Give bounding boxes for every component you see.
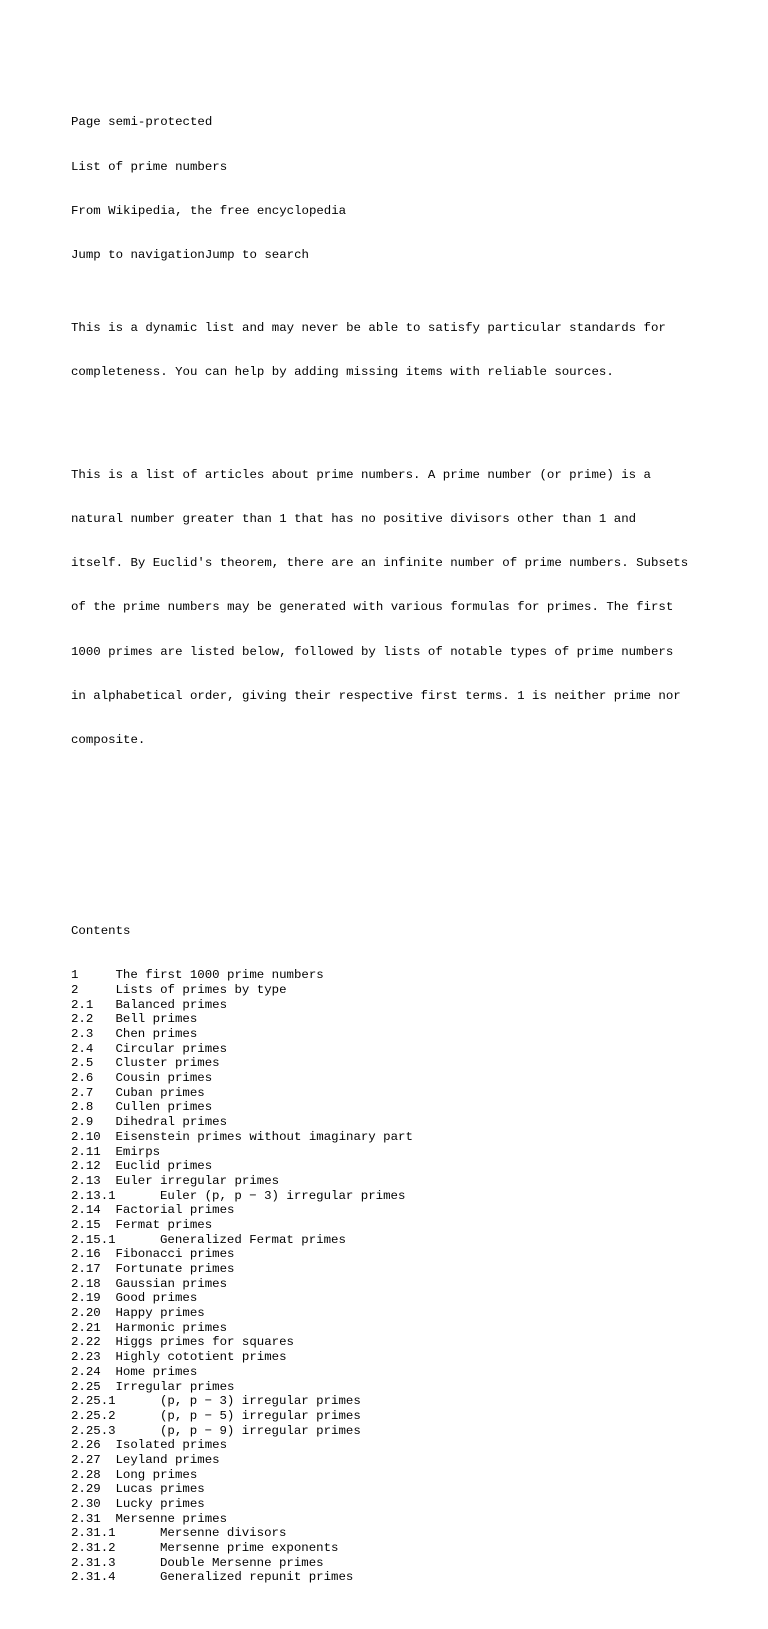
toc-item-number: 2.25.3 xyxy=(71,1423,116,1438)
toc-item[interactable] xyxy=(71,1086,731,1101)
toc-item-number: 2.9 xyxy=(71,1115,94,1130)
toc-item-number: 2.6 xyxy=(71,1071,94,1086)
intro-line: itself. By Euclid's theorem, there are an infinite number of prime numbers. Subsets xyxy=(71,556,689,571)
toc-item-number: 2.2 xyxy=(71,1012,94,1027)
toc-item-number: 2.23 xyxy=(71,1350,101,1365)
toc-item[interactable] xyxy=(71,1380,731,1395)
toc-item-label[interactable]: Double Mersenne primes xyxy=(160,1555,324,1570)
toc-item[interactable] xyxy=(71,1203,731,1218)
toc-item[interactable] xyxy=(71,1042,731,1057)
toc-item[interactable] xyxy=(71,998,731,1013)
toc-item-number: 2.26 xyxy=(71,1438,101,1453)
toc-item-number: 2 xyxy=(71,982,79,997)
toc-item[interactable] xyxy=(71,1071,731,1086)
toc-item-label[interactable]: Cuban primes xyxy=(115,1085,205,1100)
toc-item-label[interactable]: Cousin primes xyxy=(115,1071,213,1086)
intro-line: composite. xyxy=(71,732,146,747)
notice-line: This is a dynamic list and may never be able to satisfy particular standards for xyxy=(71,321,666,336)
toc-item-number: 2.24 xyxy=(71,1364,101,1379)
toc-item-label[interactable]: Circular primes xyxy=(115,1041,228,1056)
toc-item[interactable] xyxy=(71,1335,731,1350)
source-tagline: From Wikipedia, the free encyclopedia xyxy=(71,203,347,218)
toc-item-label[interactable]: The first 1000 prime numbers xyxy=(115,968,324,983)
toc-item-label[interactable]: Euler irregular primes xyxy=(115,1173,280,1188)
page-title: List of prime numbers xyxy=(71,159,228,174)
toc-item-label[interactable]: Harmonic primes xyxy=(115,1320,228,1335)
toc-item[interactable] xyxy=(71,1482,731,1497)
toc-item[interactable] xyxy=(71,1350,731,1365)
toc-item-label[interactable]: Generalized repunit primes xyxy=(160,1570,354,1585)
toc-item-label[interactable]: Irregular primes xyxy=(115,1379,235,1394)
toc-item-number: 2.19 xyxy=(71,1291,101,1306)
table-of-contents xyxy=(71,895,731,1615)
intro-line: 1000 primes are listed below, followed by lists of notable types of prime numbers xyxy=(71,644,674,659)
toc-item[interactable] xyxy=(71,1512,731,1527)
toc-item-number: 2.14 xyxy=(71,1203,101,1218)
toc-item-number: 2.27 xyxy=(71,1452,101,1467)
toc-item-number: 2.31.4 xyxy=(71,1570,116,1585)
toc-item-number: 2.1 xyxy=(71,997,94,1012)
toc-item-number: 2.28 xyxy=(71,1467,101,1482)
toc-item[interactable] xyxy=(71,1453,731,1468)
toc-item[interactable] xyxy=(71,1306,731,1321)
toc-item-label[interactable]: Lists of primes by type xyxy=(115,982,287,997)
toc-item-label[interactable]: (p, p − 9) irregular primes xyxy=(160,1423,361,1438)
toc-item-label[interactable]: Long primes xyxy=(115,1467,198,1482)
toc-item[interactable] xyxy=(71,1394,731,1409)
toc-item[interactable] xyxy=(71,1365,731,1380)
toc-item-number: 2.18 xyxy=(71,1276,101,1291)
toc-item-label[interactable]: Good primes xyxy=(115,1291,198,1306)
toc-item-number: 2.15.1 xyxy=(71,1232,116,1247)
toc-item[interactable] xyxy=(71,1056,731,1071)
toc-item-number: 2.4 xyxy=(71,1041,94,1056)
toc-item-number: 2.3 xyxy=(71,1027,94,1041)
toc-item-label[interactable]: Mersenne primes xyxy=(115,1511,228,1526)
toc-item-label[interactable]: Emirps xyxy=(115,1144,161,1159)
toc-item-label[interactable]: Balanced primes xyxy=(115,997,228,1012)
toc-item-label[interactable]: Fermat primes xyxy=(115,1217,213,1232)
toc-item-label[interactable]: Chen primes xyxy=(115,1027,198,1041)
toc-item[interactable] xyxy=(71,1526,731,1541)
toc-item-number: 2.25.1 xyxy=(71,1394,116,1409)
toc-item-label[interactable]: Dihedral primes xyxy=(115,1115,228,1130)
contents-list xyxy=(71,968,731,1585)
toc-item-number: 2.7 xyxy=(71,1085,94,1100)
toc-item-number: 2.31.3 xyxy=(71,1555,116,1570)
toc-item[interactable] xyxy=(71,1321,731,1336)
toc-item-label[interactable]: Happy primes xyxy=(115,1306,205,1321)
toc-item[interactable] xyxy=(71,1438,731,1453)
toc-item-label[interactable]: Mersenne prime exponents xyxy=(160,1541,339,1556)
contents-heading: Contents xyxy=(71,924,131,939)
toc-item-label[interactable]: Highly cototient primes xyxy=(115,1350,287,1365)
toc-item-label[interactable]: Lucky primes xyxy=(115,1497,205,1511)
toc-item-label[interactable]: Euler (p, p − 3) irregular primes xyxy=(160,1188,406,1203)
toc-item-label[interactable]: Bell primes xyxy=(115,1012,198,1027)
toc-item-number: 2.21 xyxy=(71,1320,101,1335)
jump-links[interactable]: Jump to navigationJump to search xyxy=(71,247,309,262)
toc-item-number: 2.12 xyxy=(71,1159,101,1174)
toc-item-number: 2.31.2 xyxy=(71,1541,116,1556)
toc-item[interactable] xyxy=(71,983,731,998)
toc-item[interactable] xyxy=(71,1291,731,1306)
toc-item-label[interactable]: Generalized Fermat primes xyxy=(160,1232,346,1247)
toc-item-number: 2.13.1 xyxy=(71,1188,116,1203)
toc-item[interactable] xyxy=(71,1218,731,1233)
toc-item-number: 2.25.2 xyxy=(71,1408,116,1423)
toc-item-label[interactable]: Mersenne divisors xyxy=(160,1526,287,1541)
toc-item-label[interactable]: Factorial primes xyxy=(115,1203,235,1218)
toc-item-number: 2.31 xyxy=(71,1511,101,1526)
toc-item-label[interactable]: Isolated primes xyxy=(115,1438,228,1453)
toc-item-number: 2.13 xyxy=(71,1173,101,1188)
toc-item[interactable] xyxy=(71,1189,731,1204)
toc-item[interactable] xyxy=(71,1100,731,1115)
toc-item-number: 2.20 xyxy=(71,1306,101,1321)
toc-item[interactable] xyxy=(71,1115,731,1130)
toc-item-number: 2.22 xyxy=(71,1335,101,1350)
article-document xyxy=(71,86,731,1629)
toc-item-label[interactable]: Cluster primes xyxy=(115,1056,220,1071)
toc-item-number: 2.5 xyxy=(71,1056,94,1071)
intro-line: natural number greater than 1 that has no positive divisors other than 1 and xyxy=(71,512,637,527)
toc-item-number: 2.11 xyxy=(71,1144,101,1159)
toc-item-number: 2.15 xyxy=(71,1217,101,1232)
toc-item[interactable] xyxy=(71,1409,731,1424)
toc-item-number: 2.30 xyxy=(71,1497,101,1511)
toc-item-number: 2.17 xyxy=(71,1262,101,1276)
toc-item-label[interactable]: Lucas primes xyxy=(115,1482,205,1497)
toc-item[interactable] xyxy=(71,1277,731,1292)
intro-paragraph xyxy=(71,439,731,777)
toc-item[interactable] xyxy=(71,1541,731,1556)
toc-item-label[interactable]: Cullen primes xyxy=(115,1100,213,1115)
toc-item-number: 2.25 xyxy=(71,1379,101,1394)
protection-notice: Page semi-protected xyxy=(71,115,213,130)
toc-item[interactable] xyxy=(71,1262,731,1277)
toc-item-number: 2.8 xyxy=(71,1100,94,1115)
intro-line: This is a list of articles about prime numbers. A prime number (or prime) is a xyxy=(71,468,651,483)
toc-item-label[interactable]: (p, p − 5) irregular primes xyxy=(160,1408,361,1423)
toc-item-label[interactable]: Fibonacci primes xyxy=(115,1247,235,1262)
toc-item[interactable] xyxy=(71,1159,731,1174)
notice-line: completeness. You can help by adding missing items with reliable sources. xyxy=(71,365,614,380)
toc-item[interactable] xyxy=(71,1145,731,1160)
toc-item[interactable] xyxy=(71,1570,731,1585)
toc-item[interactable] xyxy=(71,1247,731,1262)
toc-item-label[interactable]: (p, p − 3) irregular primes xyxy=(160,1394,361,1409)
toc-item-number: 2.31.1 xyxy=(71,1526,116,1541)
toc-item[interactable] xyxy=(71,1497,731,1512)
toc-item-label[interactable]: Gaussian primes xyxy=(115,1276,228,1291)
toc-item[interactable] xyxy=(71,1027,731,1042)
toc-item-label[interactable]: Leyland primes xyxy=(115,1452,220,1467)
toc-item[interactable] xyxy=(71,1130,731,1145)
toc-item-label[interactable]: Home primes xyxy=(115,1364,198,1379)
toc-item-number: 1 xyxy=(71,968,79,983)
spacer xyxy=(71,806,731,821)
toc-item[interactable] xyxy=(71,1233,731,1248)
spacer xyxy=(71,850,731,865)
intro-line: of the prime numbers may be generated with various formulas for primes. The first xyxy=(71,600,674,615)
toc-item-label[interactable]: Euclid primes xyxy=(115,1159,213,1174)
toc-item[interactable] xyxy=(71,1468,731,1483)
toc-item-number: 2.16 xyxy=(71,1247,101,1262)
toc-item[interactable] xyxy=(71,1174,731,1189)
toc-item[interactable] xyxy=(71,968,731,983)
intro-line: in alphabetical order, giving their respective first terms. 1 is neither prime nor xyxy=(71,688,681,703)
dynamic-list-notice xyxy=(71,292,731,410)
toc-item-label[interactable]: Eisenstein primes without imaginary part xyxy=(115,1129,413,1144)
toc-item-number: 2.29 xyxy=(71,1482,101,1497)
toc-item-label[interactable]: Fortunate primes xyxy=(115,1262,235,1276)
toc-item[interactable] xyxy=(71,1556,731,1571)
toc-item-label[interactable]: Higgs primes for squares xyxy=(115,1335,294,1350)
toc-item[interactable] xyxy=(71,1012,731,1027)
toc-item[interactable] xyxy=(71,1424,731,1439)
toc-item-number: 2.10 xyxy=(71,1129,101,1144)
